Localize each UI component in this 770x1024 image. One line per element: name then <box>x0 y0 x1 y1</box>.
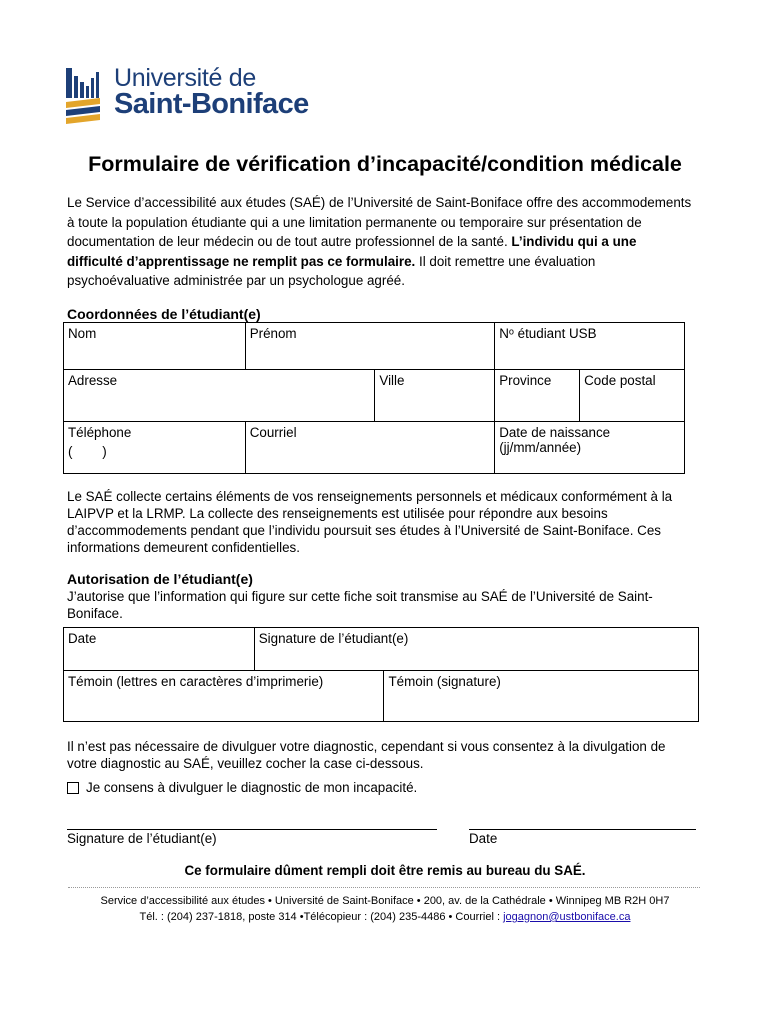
logo-line1: Université de <box>114 64 256 92</box>
privacy-paragraph: Le SAÉ collecte certains éléments de vos renseignements personnels et médicaux conformément à la LAIPVP et la LRMP. La collecte des renseignements est utilisée pour répondre aux besoins d’accommodements pendant que l’individu poursuit ses études à l’Université de Saint-Boniface. Ces informations demeurent confidentielles. <box>67 489 673 555</box>
auth-heading: Autorisation de l’étudiant(e) <box>67 571 253 587</box>
diagnostic-paragraph: Il n’est pas nécessaire de divulguer votre diagnostic, cependant si vous consentez à la divulgation de votre diagnostic au SAÉ, veuillez cocher la case ci-dessous. <box>67 739 666 771</box>
footer-divider <box>68 887 700 888</box>
student-number-field[interactable] <box>495 323 685 370</box>
consent-row <box>67 780 417 795</box>
form-title: Formulaire de vérification d’incapacité/condition médicale <box>88 152 682 176</box>
courriel-label: Courriel <box>249 425 297 440</box>
ville-label: Ville <box>379 373 405 388</box>
intro-text-2: Il doit remettre une évaluation psychoévaluative administrée par un psychologue agréé. <box>67 253 596 289</box>
auth-table <box>63 627 699 722</box>
auth-date-field[interactable] <box>64 628 255 671</box>
auth-date-label: Date <box>68 631 97 646</box>
coords-table <box>63 322 685 474</box>
adresse-label: Adresse <box>68 373 118 388</box>
date-label: Date <box>469 831 498 846</box>
consent-label: Je consens à divulguer le diagnostic de mon incapacité. <box>86 780 418 795</box>
temoin-signature-label: Témoin (signature) <box>388 674 501 689</box>
temoin-signature-field[interactable] <box>384 671 699 722</box>
footer-contact: Tél. : (204) 237-1818, poste 314 •Télécopieur : (204) 235-4486 • Courriel : <box>139 911 504 923</box>
footer-line1: Service d’accessibilité aux études • Université de Saint-Boniface • 200, av. de la Cathédrale • Winnipeg MB R2H 0H7 <box>100 895 670 907</box>
intro-paragraph <box>67 193 692 291</box>
auth-text: J’autorise que l’information qui figure sur cette fiche soit transmise au SAÉ de l’Université de Saint-Boniface. <box>67 589 653 621</box>
university-emblem-icon <box>66 68 106 124</box>
final-note: Ce formulaire dûment rempli doit être remis au bureau du SAÉ. <box>184 863 586 878</box>
prenom-label: Prénom <box>249 326 297 341</box>
student-number-label: Nᵒ étudiant USB <box>499 326 597 341</box>
nom-field[interactable] <box>64 323 246 370</box>
courriel-field[interactable] <box>245 422 494 474</box>
intro-text-1: Le Service d’accessibilité aux études (SAÉ) de l’Université de Saint-Boniface offre des accommodements à toute la population étudiante qui a une limitation permanente ou temporaire sur présentation de documentation de leur médecin ou de tout autre professionnel de la santé. <box>67 195 692 250</box>
telephone-field[interactable] <box>64 422 246 474</box>
footer-line2 <box>0 911 770 923</box>
temoin-print-label: Témoin (lettres en caractères d’imprimerie) <box>68 674 324 689</box>
auth-signature-field[interactable] <box>254 628 698 671</box>
consent-checkbox[interactable] <box>67 782 79 794</box>
province-label: Province <box>499 373 552 388</box>
prenom-field[interactable] <box>245 323 494 370</box>
telephone-area-code: ( ) <box>68 444 107 459</box>
email-link[interactable]: jogagnon@ustboniface.ca <box>503 911 631 923</box>
ville-field[interactable] <box>375 370 495 422</box>
university-logo <box>66 68 106 124</box>
naissance-label: Date de naissance (jj/mm/année) <box>499 425 611 455</box>
signature-line[interactable] <box>67 829 437 830</box>
date-line[interactable] <box>469 829 696 830</box>
temoin-print-field[interactable] <box>64 671 384 722</box>
naissance-field[interactable] <box>495 422 685 474</box>
logo-line2: Saint-Boniface <box>114 88 309 120</box>
adresse-field[interactable] <box>64 370 375 422</box>
code-postal-field[interactable] <box>580 370 685 422</box>
telephone-label: Téléphone <box>68 425 132 440</box>
coords-heading: Coordonnées de l’étudiant(e) <box>67 306 261 322</box>
intro-bold: L’individu qui a une difficulté d’apprentissage ne remplit pas ce formulaire. <box>67 234 637 269</box>
province-field[interactable] <box>495 370 580 422</box>
auth-signature-label: Signature de l’étudiant(e) <box>258 631 409 646</box>
code-postal-label: Code postal <box>584 373 656 388</box>
signature-label: Signature de l’étudiant(e) <box>67 831 217 846</box>
nom-label: Nom <box>68 326 97 341</box>
